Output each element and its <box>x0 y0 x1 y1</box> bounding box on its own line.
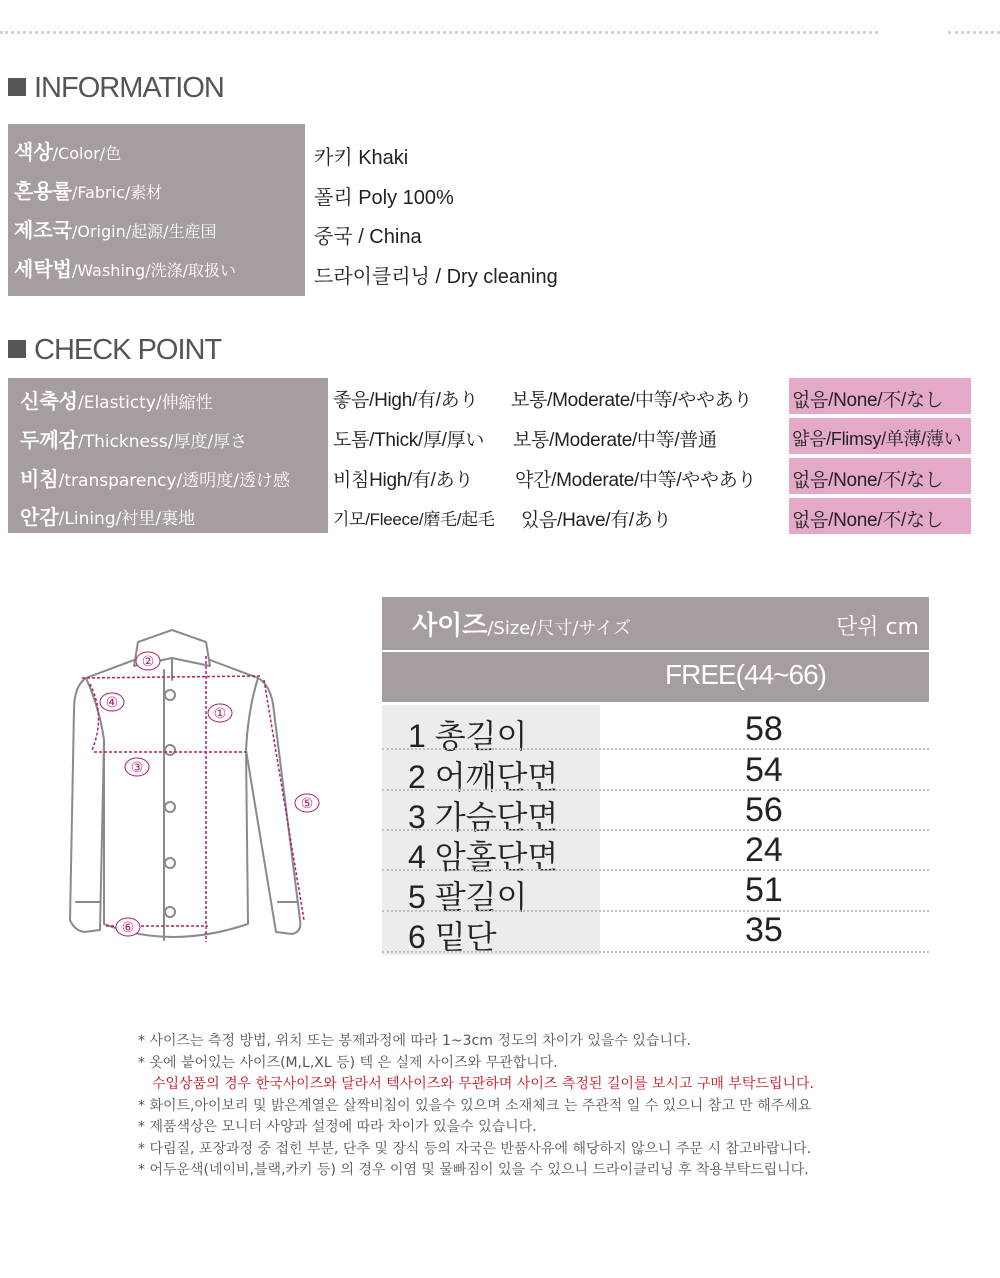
marker-6: ⑥ <box>121 920 135 936</box>
shirt-outline <box>70 630 300 940</box>
top-divider <box>0 31 878 34</box>
size-value-length: 58 <box>745 710 783 748</box>
note-5: * 다림질, 포장과정 중 접힌 부분, 단추 및 장식 등의 자국은 반품사유에 해당하지 않으니 주문 시 참고바랍니다. <box>138 1141 812 1157</box>
size-row-hem: 6 밑단 <box>408 919 497 955</box>
note-1: * 사이즈는 측정 방법, 위치 또는 봉제과정에 따라 1~3cm 정도의 차이가 있을수 있습니다. <box>138 1033 691 1049</box>
cp-lining-opt2: 있음/Have/有/あり <box>521 510 672 531</box>
note-4: * 제품색상은 모니터 사양과 설정에 따라 차이가 있을수 있습니다. <box>138 1119 537 1135</box>
size-row-length: 1 총길이 <box>408 718 528 754</box>
note-3: * 화이트,아이보리 및 밝은계열은 살짝비침이 있을수 있으며 소재체크 는 주관적 일 수 있으니 참고 만 해주세요 <box>138 1098 812 1114</box>
button-shape <box>165 858 175 868</box>
size-value-hem: 35 <box>745 911 783 949</box>
cp-transparency-opt3: 없음/None/不/なし <box>792 470 944 491</box>
size-value-sleeve: 51 <box>745 871 783 909</box>
cp-lining-opt3: 없음/None/不/なし <box>792 510 944 531</box>
info-label-fabric: 혼용률/Fabric/素材 <box>14 179 163 203</box>
cp-transparency-opt1: 비침High/有/あり <box>333 470 474 491</box>
size-value-armhole: 24 <box>745 831 783 869</box>
info-label-washing: 세탁법/Washing/洗涤/取扱い <box>14 257 236 281</box>
cp-label-lining: 안감/Lining/衬里/裏地 <box>20 505 196 529</box>
cp-thickness-opt2: 보통/Moderate/中等/普通 <box>513 430 717 451</box>
information-title: INFORMATION <box>34 72 224 104</box>
square-bullet-icon <box>8 78 26 96</box>
size-row-shoulder: 2 어깨단면 <box>408 759 559 795</box>
size-table-title: 사이즈/Size/尺寸/サイズ <box>412 611 632 641</box>
cp-transparency-opt2: 약간/Moderate/中等/ややあり <box>515 470 757 491</box>
size-row-divider <box>382 829 929 831</box>
marker-2: ② <box>141 654 155 670</box>
marker-labels <box>106 654 314 936</box>
size-value-chest: 56 <box>745 791 783 829</box>
info-label-color: 색상/Color/色 <box>14 140 122 164</box>
size-row-divider <box>382 951 929 953</box>
size-row-armhole: 4 암홀단면 <box>408 839 559 875</box>
cp-elasticity-opt3: 없음/None/不/なし <box>792 390 944 411</box>
info-value-color: 카키 Khaki <box>314 147 409 169</box>
size-row-chest: 3 가슴단면 <box>408 799 559 835</box>
size-value-shoulder: 54 <box>745 751 783 789</box>
button-shape <box>165 802 175 812</box>
note-import-warning: 수입상품의 경우 한국사이즈와 달라서 텍사이즈와 무관하며 사이즈 측정된 길이를 보시고 구매 부탁드립니다. <box>152 1076 814 1092</box>
marker-1: ① <box>213 706 227 722</box>
marker-circles <box>100 652 319 936</box>
shirt-buttons <box>165 690 175 917</box>
size-row-sleeve: 5 팔길이 <box>408 879 528 915</box>
size-row-divider <box>382 789 929 791</box>
cp-thickness-opt1: 도톰/Thick/厚/厚い <box>333 430 485 451</box>
size-table-header <box>382 597 929 650</box>
info-label-origin: 제조국/Origin/起源/生産国 <box>14 218 217 242</box>
marker-4: ④ <box>105 695 119 711</box>
checkpoint-heading <box>8 334 221 367</box>
button-shape <box>165 690 175 700</box>
info-value-origin: 중국 / China <box>314 226 422 248</box>
cp-label-thickness: 두께감/Thickness/厚度/厚さ <box>20 428 248 452</box>
cp-lining-opt1: 기모/Fleece/磨毛/起毛 <box>333 510 495 529</box>
size-row-divider <box>382 869 929 871</box>
square-bullet-icon <box>8 340 26 358</box>
size-table-free-row <box>382 652 929 702</box>
shirt-measurement-diagram <box>60 620 325 965</box>
button-shape <box>165 745 175 755</box>
size-free-label: FREE(44~66) <box>665 659 826 690</box>
cp-label-elasticity: 신축성/Elasticty/伸縮性 <box>20 389 213 413</box>
info-value-fabric: 폴리 Poly 100% <box>314 187 454 209</box>
note-2: * 옷에 붙어있는 사이즈(M,L,XL 등) 텍 은 실제 사이즈와 무관합니다. <box>138 1055 558 1071</box>
marker-5: ⑤ <box>300 796 314 812</box>
top-divider-right <box>948 31 1000 34</box>
note-6: * 어두운색(네이비,블랙,카키 등) 의 경우 이염 및 물빠짐이 있을 수 있으니 드라이클리닝 후 착용부탁드립니다. <box>138 1162 809 1178</box>
information-heading <box>8 72 224 105</box>
armhole-line <box>90 684 99 750</box>
marker-3: ③ <box>130 760 144 776</box>
checkpoint-title: CHECK POINT <box>34 334 222 366</box>
size-table-unit: 단위 cm <box>835 615 919 640</box>
size-row-divider <box>382 748 929 750</box>
cp-elasticity-opt1: 좋음/High/有/あり <box>333 390 479 411</box>
info-value-washing: 드라이클리닝 / Dry cleaning <box>314 266 558 288</box>
cp-thickness-opt3: 얇음/Flimsy/单薄/薄い <box>792 429 962 449</box>
cp-label-transparency: 비침/transparency/透明度/透け感 <box>20 467 290 491</box>
cp-elasticity-opt2: 보통/Moderate/中等/ややあり <box>511 390 753 411</box>
button-shape <box>165 907 175 917</box>
